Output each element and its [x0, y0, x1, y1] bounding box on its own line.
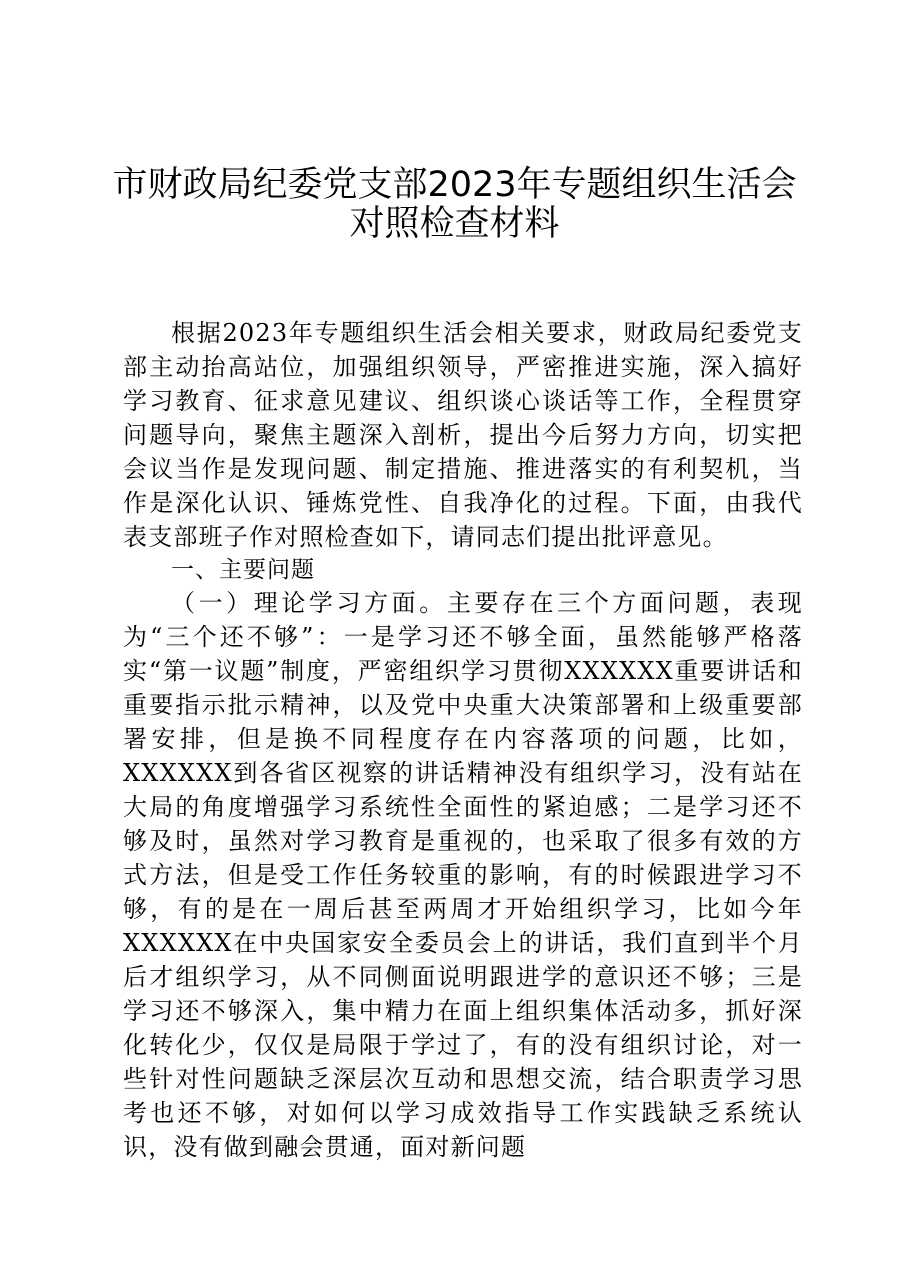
document-title-line-2: 对照检查材料: [349, 204, 560, 244]
document-body: [123, 316, 803, 1164]
document-title-line-1: 市财政局纪委党支部2023年专题组织生活会: [112, 165, 797, 205]
intro-paragraph: 根据2023年专题组织生活会相关要求，财政局纪委党支部主动抬高站位，加强组织领导，严密推进实施，深入搞好学习教育、征求意见建议、组织谈心谈话等工作，全程贯穿问题导向，聚焦主题深入剖析，提出今后努力方向，切实把会议当作是发现问题、制定措施、推进落实的有利契机，当作是深化认识、锤炼党性、自我净化的过程。下面，由我代表支部班子作对照检查如下，请同志们提出批评意见。: [123, 319, 803, 551]
theory-study-paragraph: （一）理论学习方面。主要存在三个方面问题，表现为“三个还不够”：一是学习还不够全面，虽然能够严格落实“第一议题”制度，严密组织学习贯彻XXXXXX重要讲话和重要指示批示精神，以及党中央重大决策部署和上级重要部署安排，但是换不同程度存在内容落项的问题，比如，XXXXXX到各省区视察的讲话精神没有组织学习，没有站在大局的角度增强学习系统性全面性的紧迫感；二是学习还不够及时，虽然对学习教育是重视的，也采取了很多有效的方式方法，但是受工作任务较重的影响，有的时候跟进学习不够，有的是在一周后甚至两周才开始组织学习，比如今年XXXXXX在中央国家安全委员会上的讲话，我们直到半个月后才组织学习，从不同侧面说明跟进学的意识还不够；三是学习还不够深入，集中精力在面上组织集体活动多，抓好深化转化少，仅仅是局限于学过了，有的没有组织讨论，对一些针对性问题缺乏深层次互动和思想交流，结合职责学习思考也还不够，对如何以学习成效指导工作实践缺乏系统认识，没有做到融会贯通，面对新问题: [123, 589, 803, 1161]
section-heading-main-issues: 一、主要问题: [171, 557, 315, 583]
